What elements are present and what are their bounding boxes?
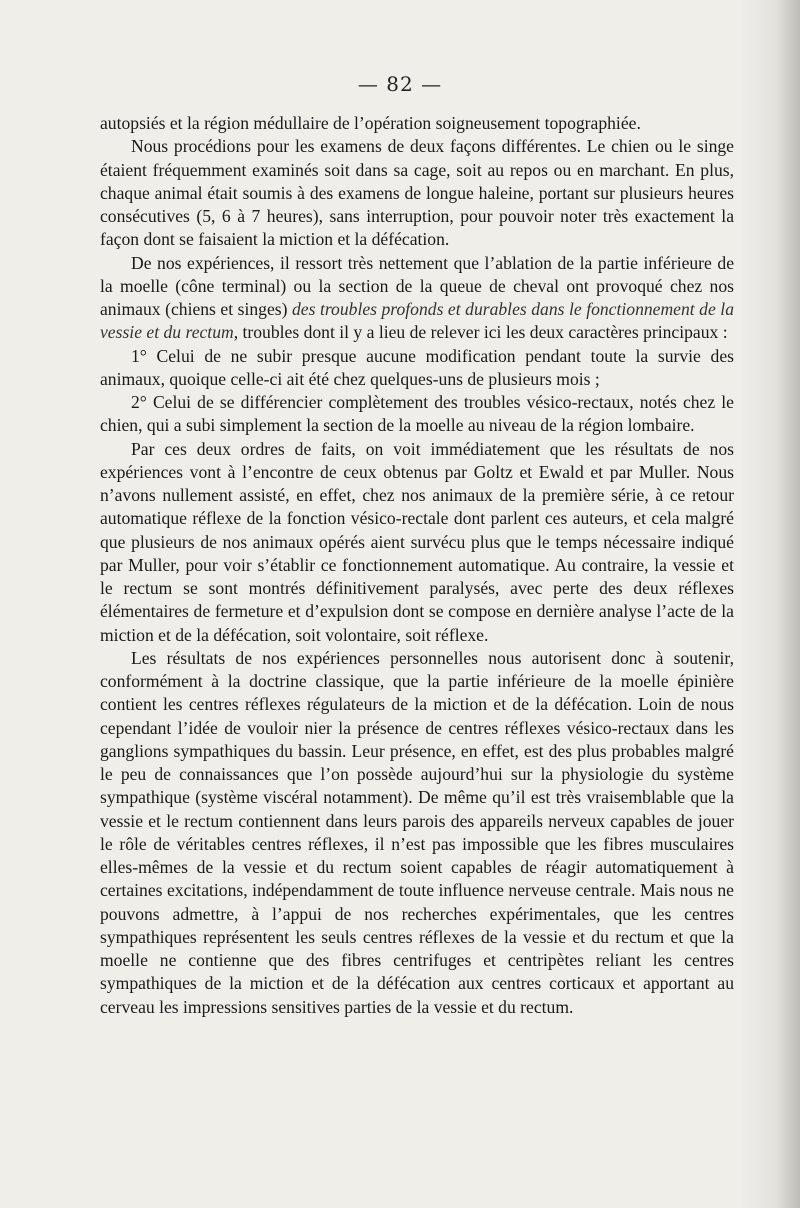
paragraph-2: Nous procédions pour les examens de deux façons différentes. Le chien ou le singe étaient fréquemment examinés soit dans sa cage, soit au repos ou en marchant. En plus, chaque animal était soumis à des examens de longue haleine, portant sur plusieurs heures consécutives (5, 6 à 7 heures), sans interruption, pour pouvoir noter très exactement la façon dont se faisaient la miction et la défécation. — [100, 136, 734, 250]
paragraph-6: Par ces deux ordres de faits, on voit immédiatement que les résultats de nos expériences vont à l’encontre de ceux obtenus par Goltz et Ewald et par Muller. Nous n’avons nullement assisté, en effet, chez nos animaux de la première série, à ce retour automatique réflexe de la fonction vésico-rectale dont parlent ces auteurs, et cela malgré que plusieurs de nos animaux opérés aient survécu plus que le temps nécessaire indiqué par Muller, pour voir s’établir ce fonctionnement automatique. Au contraire, la vessie et le rectum se sont montrés définitivement paralysés, avec perte des deux réflexes élémentaires de fermeture et d’expulsion dont se compose en dernière analyse l’acte de la miction et de la défécation, soit volontaire, soit réflexe. — [100, 438, 734, 645]
paragraph-1: autopsiés et la région médullaire de l’opération soigneusement topographiée. — [100, 113, 641, 133]
paragraph-7: Les résultats de nos expériences personnelles nous autorisent donc à soutenir, conformément à la doctrine classique, que la partie inférieure de la moelle épinière contient les centres réflexes régulateurs de la miction et de la défécation. Loin de nous cependant l’idée de vouloir nier la présence de centres réflexes vésico-rectaux dans les ganglions sympathiques du bassin. Leur présence, en effet, est des plus probables malgré le peu de connaissances que l’on possède aujourd’hui sur la physiologie du système sympathique (système viscéral notamment). De même qu’il est très vraisemblable que la vessie et le rectum contiennent dans leurs parois des appareils nerveux capables de jouer le rôle de véritables centres réflexes, il n’est pas impossible que les fibres musculaires elles-mêmes de la vessie et du rectum soient capables de réagir automatiquement à certaines excitations, indépendamment de toute influence nerveuse centrale. Mais nous ne pouvons admettre, à l’appui de nos recherches expérimentales, que les centres sympathiques représentent les seuls centres réflexes de la vessie et du rectum et que la moelle ne contienne que des fibres centrifuges et centripètes reliant les centres sympathiques de la miction et de la défécation aux centres corticaux et apportant au cerveau les impressions sensitives parties de la vessie et du rectum. — [100, 647, 734, 1017]
paragraph-5: 2° Celui de se différencier complètement des troubles vésico-rectaux, notés chez le chien, qui a subi simplement la section de la moelle au niveau de la région lombaire. — [100, 392, 734, 436]
paragraph-3-italic: des troubles profonds et durables dans le fonctionnement de la vessie et du rectum — [100, 299, 734, 343]
body-text — [100, 112, 734, 1019]
paragraph-4: 1° Celui de ne subir presque aucune modification pendant toute la survie des animaux, quoique celle-ci ait été chez quelques-uns de plusieurs mois ; — [100, 345, 734, 389]
page-number: — 82 — — [357, 72, 443, 96]
paragraph-3 — [100, 252, 734, 345]
paragraph-3-end: , troubles dont il y a lieu de relever ici les deux caractères principaux : — [233, 322, 728, 343]
paragraph-3-start: De nos expériences, il ressort très nettement que l’ablation de la partie inférieure de la moelle (cône terminal) ou la section de la queue de cheval ont provoqué chez nos animaux (chiens et singes) — [100, 252, 734, 319]
